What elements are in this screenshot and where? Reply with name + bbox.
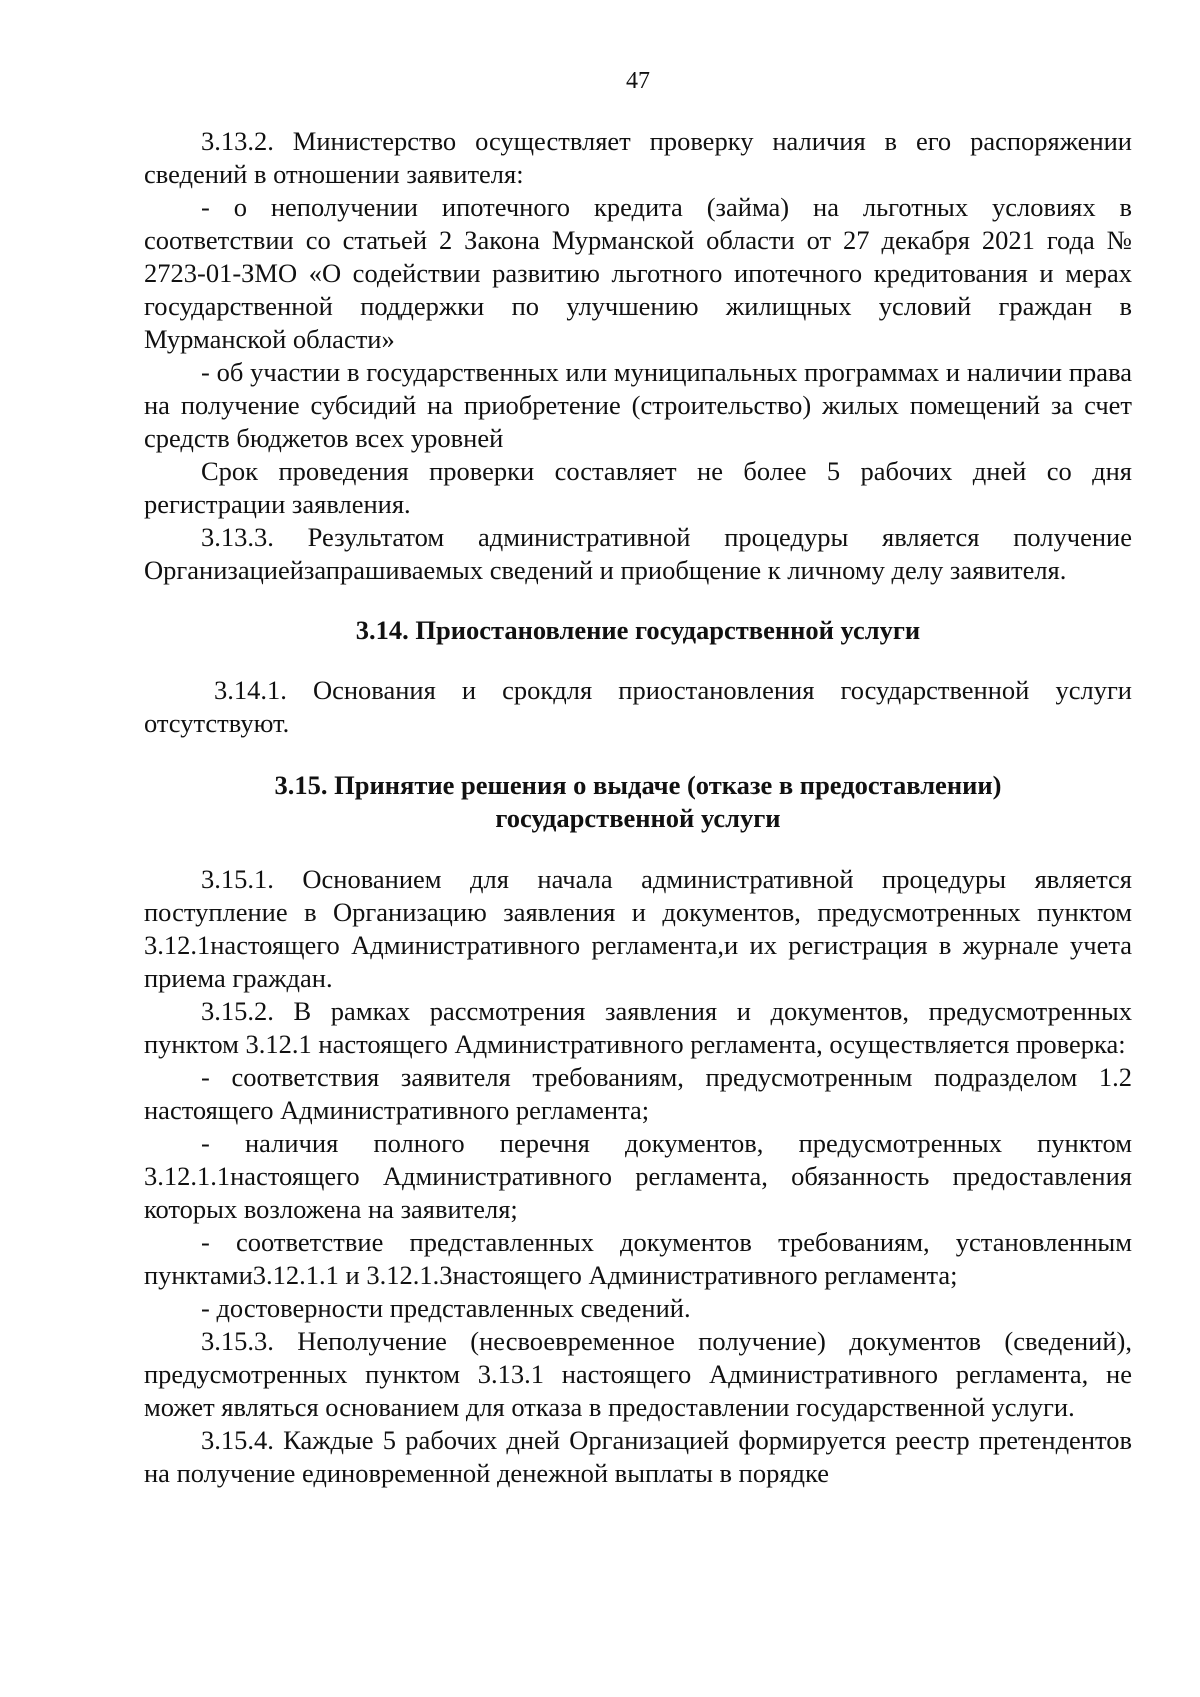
document-body: [144, 125, 1132, 1490]
paragraph-3-15-4: 3.15.4. Каждые 5 рабочих дней Организацией формируется реестр претендентов на получение единовременной денежной выплаты в порядке: [144, 1425, 1132, 1488]
paragraph-3-15-2: 3.15.2. В рамках рассмотрения заявления и документов, предусмотренных пунктом 3.12.1 настоящего Административного регламента, осуществляется проверка:: [144, 996, 1132, 1059]
paragraph-requirements-check: - соответствия заявителя требованиям, предусмотренным подразделом 1.2 настоящего Административного регламента;: [144, 1062, 1132, 1125]
paragraph-programs-check: - об участии в государственных или муниципальных программах и наличии права на получение субсидий на приобретение (строительство) жилых помещений за счет средств бюджетов всех уровней: [144, 357, 1132, 453]
section-heading-3-15: [144, 769, 1132, 835]
section-heading-3-15-line1: 3.15. Принятие решения о выдаче (отказе в предоставлении): [274, 770, 1002, 800]
paragraph-3-15-3: 3.15.3. Неполучение (несвоевременное получение) документов (сведений), предусмотренных пунктом 3.13.1 настоящего Административного регламента, не может являться основанием для отказа в предоставлении государственной услуги.: [144, 1326, 1132, 1422]
paragraph-3-13-2: 3.13.2. Министерство осуществляет проверку наличия в его распоряжении сведений в отношении заявителя:: [144, 126, 1132, 189]
page-number: 47: [626, 68, 650, 94]
paragraph-3-15-1: 3.15.1. Основанием для начала административной процедуры является поступление в Организацию заявления и документов, предусмотренных пунктом 3.12.1настоящего Административного регламента,и их регистрация в журнале учета приема граждан.: [144, 864, 1132, 993]
section-heading-3-14: 3.14. Приостановление государственной услуги: [355, 615, 921, 645]
paragraph-3-13-3: 3.13.3. Результатом административной процедуры является получение Организациейзапрашиваемых сведений и приобщение к личному делу заявителя.: [144, 522, 1132, 585]
paragraph-documents-compliance: - соответствие представленных документов требованиям, установленным пунктами3.12.1.1 и 3.12.1.3настоящего Административного регламента;: [144, 1227, 1132, 1290]
paragraph-mortgage-check: - о неполучении ипотечного кредита (займа) на льготных условиях в соответствии со статьей 2 Закона Мурманской области от 27 декабря 2021 года № 2723-01-ЗМО «О содействии развитию льготного ипотечного кредитования и мерах государственной поддержки по улучшению жилищных условий граждан в Мурманской области»: [144, 192, 1132, 354]
paragraph-reliability-check: - достоверности представленных сведений.: [201, 1293, 691, 1323]
paragraph-3-14-1: 3.14.1. Основания и срокдля приостановления государственной услуги отсутствуют.: [144, 675, 1132, 738]
paragraph-documents-completeness: - наличия полного перечня документов, предусмотренных пунктом 3.12.1.1настоящего Административного регламента, обязанность предоставления которых возложена на заявителя;: [144, 1128, 1132, 1224]
paragraph-check-term: Срок проведения проверки составляет не более 5 рабочих дней со дня регистрации заявления.: [144, 456, 1132, 519]
section-heading-3-15-line2: государственной услуги: [495, 803, 781, 833]
